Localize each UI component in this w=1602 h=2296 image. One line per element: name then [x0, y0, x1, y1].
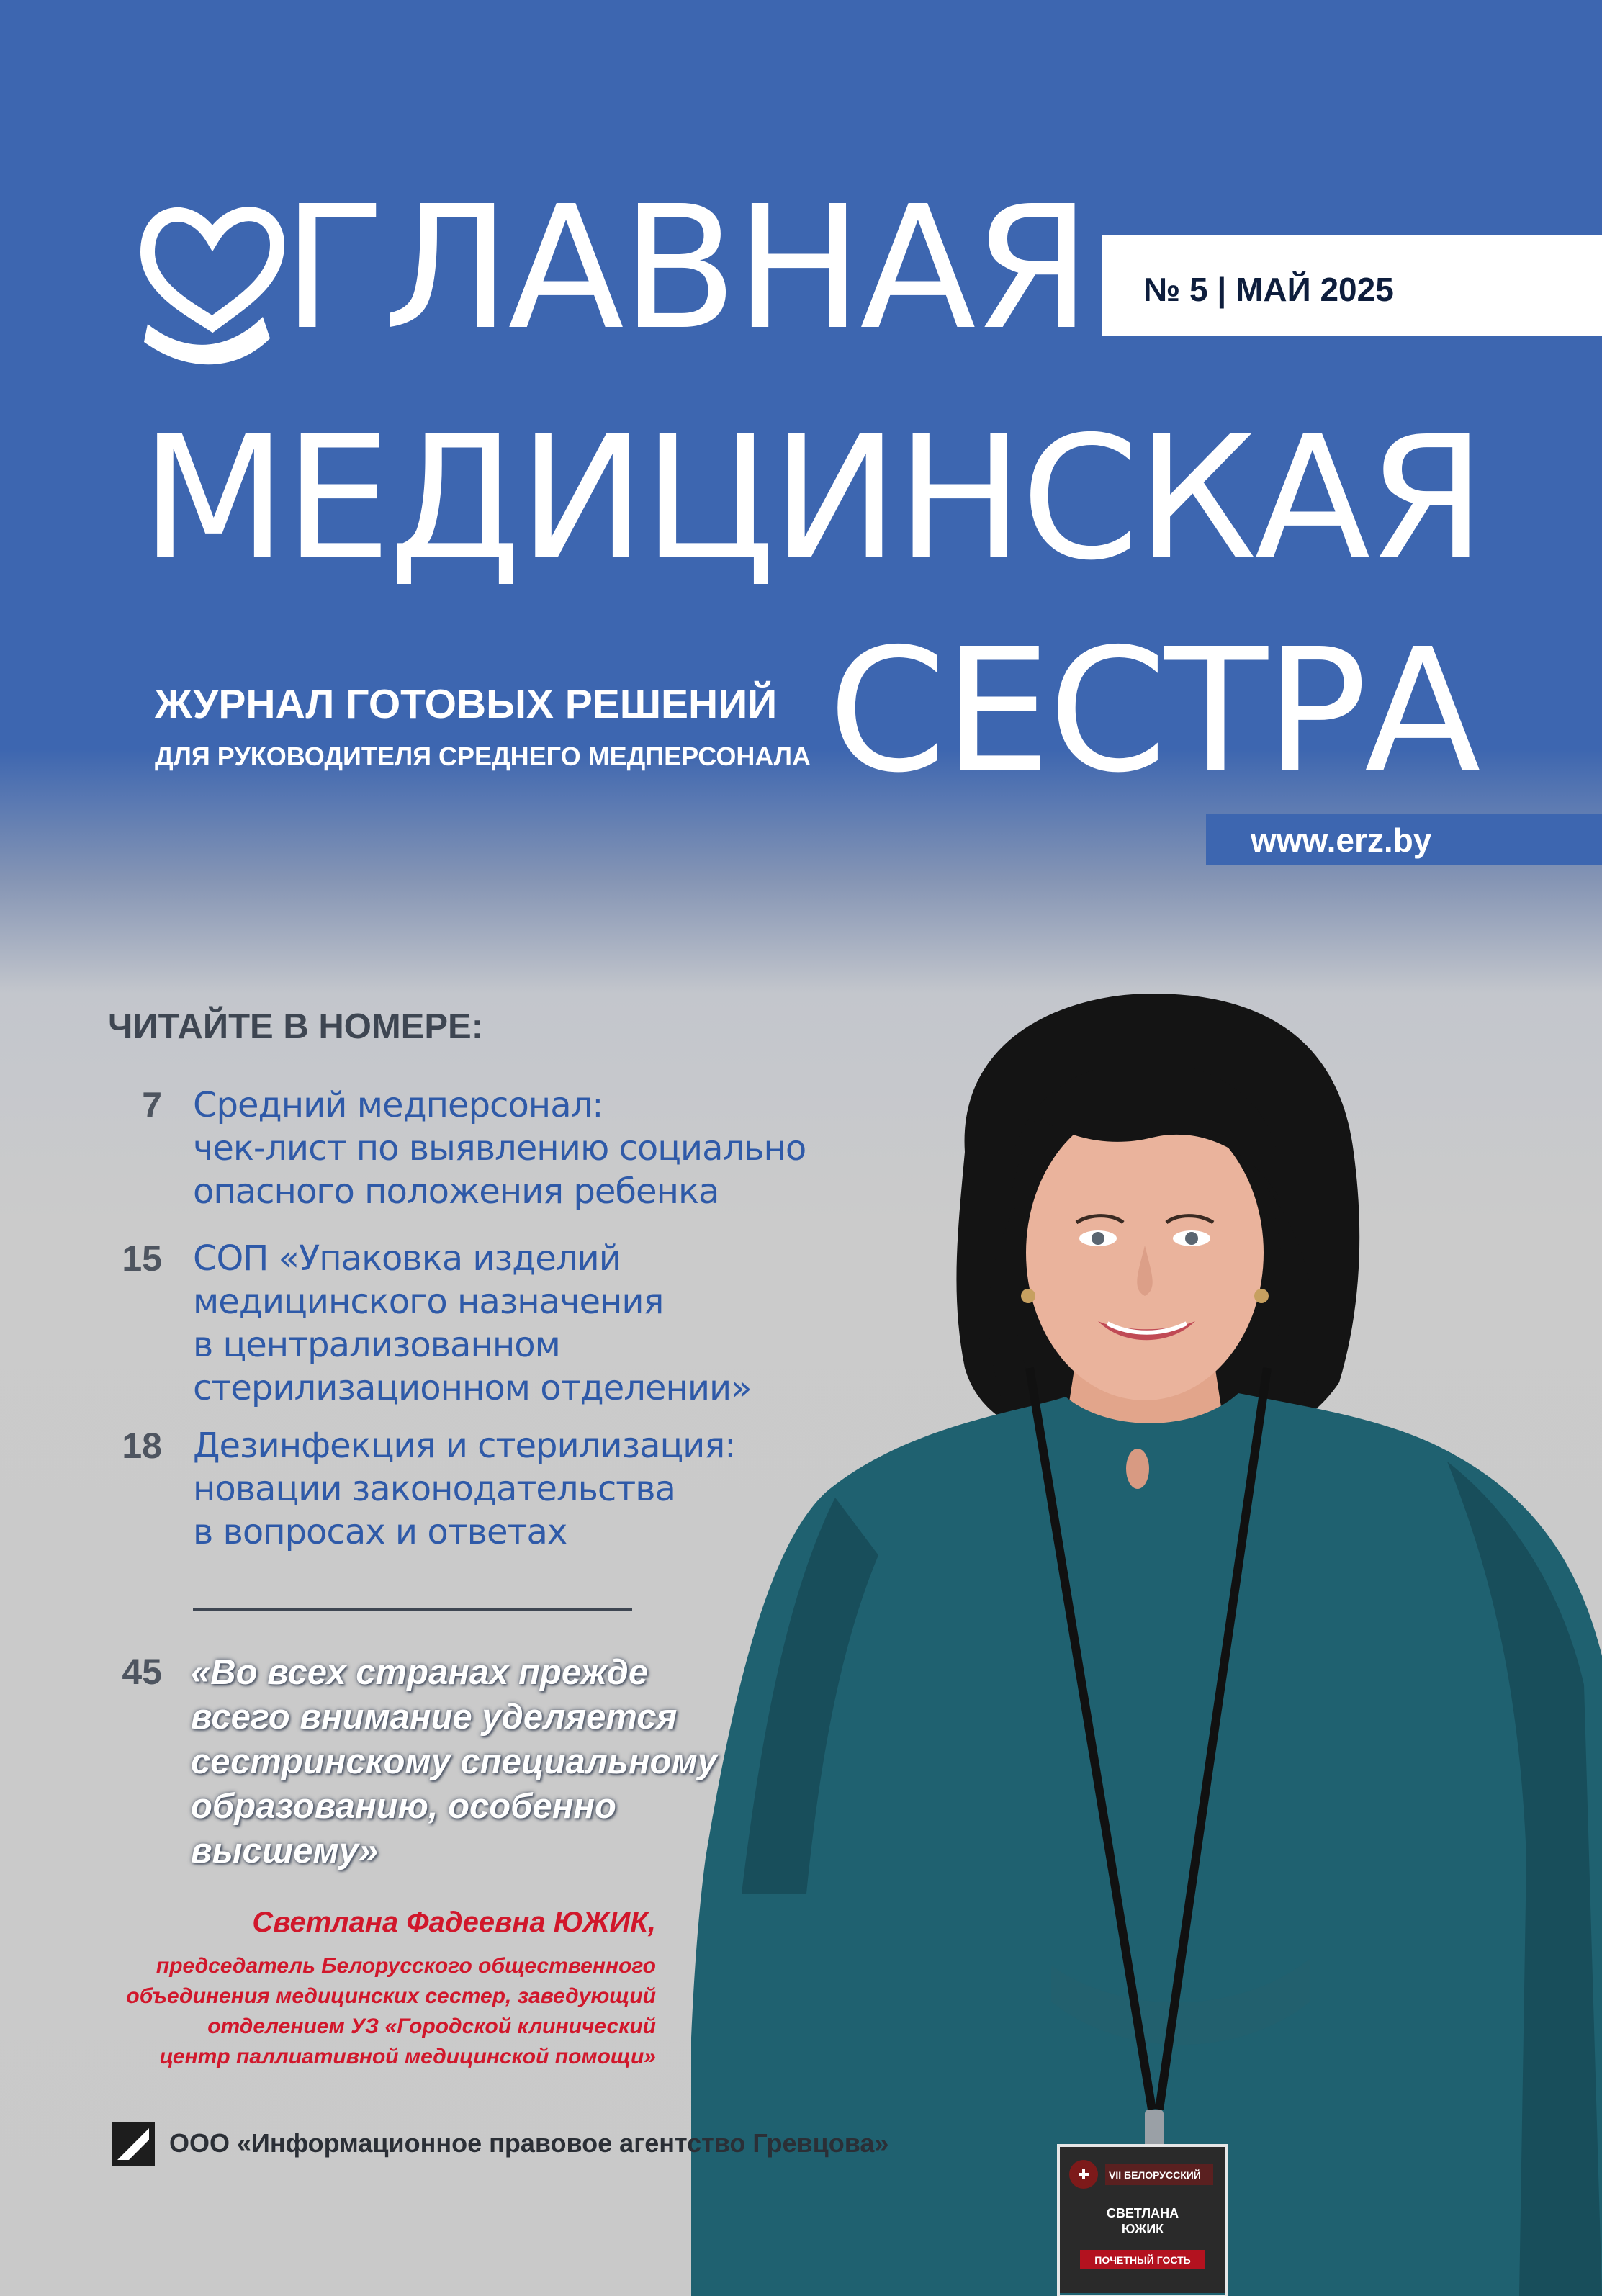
subtitle-small: ДЛЯ РУКОВОДИТЕЛЯ СРЕДНЕГО МЕДПЕРСОНАЛА — [155, 742, 811, 771]
website-link[interactable]: www.erz.by — [1251, 821, 1432, 859]
publisher-logo-icon — [112, 2122, 155, 2166]
contents-title: Средний медперсонал: чек-лист по выявлению социально опасного положения ребенка — [193, 1085, 806, 1212]
person-name: Светлана Фадеевна ЮЖИК, — [252, 1906, 656, 1938]
person-role: председатель Белорусского общественного объединения медицинских сестер, заведующий отделением УЗ «Городской клинический центр паллиативной медицинской помощи» — [126, 1954, 656, 2068]
contents-page-number: 18 — [122, 1426, 162, 1466]
contents-page-number: 7 — [142, 1085, 162, 1125]
contents-title: Дезинфекция и стерилизация: новации законодательства в вопросах и ответах — [193, 1426, 736, 1552]
title-line-2: МЕДИЦИНСКАЯ — [140, 400, 1483, 598]
url-box[interactable] — [1206, 814, 1602, 865]
feature-page-number: 45 — [122, 1652, 162, 1692]
badge-name-line1: СВЕТЛАНА — [1106, 2206, 1179, 2220]
badge-event-label: VII БЕЛОРУССКИЙ — [1109, 2169, 1201, 2181]
heart-hand-icon — [140, 194, 284, 374]
contents-page-number: 15 — [122, 1238, 162, 1279]
name-badge — [1058, 2146, 1227, 2296]
issue-box — [1102, 235, 1602, 336]
title-line-1: ГЛАВНАЯ — [282, 169, 1089, 367]
title-line-3: СЕСТРА — [828, 612, 1478, 810]
subtitle: ЖУРНАЛ ГОТОВЫХ РЕШЕНИЙ — [155, 681, 778, 727]
feature-quote: «Во всех странах прежде всего внимание уделяется сестринскому специальному образованию, особенно высшему» — [191, 1653, 717, 1870]
contents-title: СОП «Упаковка изделий медицинского назначения в централизованном стерилизационном отделении» — [193, 1238, 752, 1408]
issue-number: № 5 | МАЙ 2025 — [1143, 271, 1394, 308]
badge-role: ПОЧЕТНЫЙ ГОСТЬ — [1094, 2254, 1191, 2266]
badge-name-line2: ЮЖИК — [1121, 2222, 1164, 2236]
publisher-name: ООО «Информационное правовое агентство Гревцова» — [169, 2128, 889, 2158]
contents-heading: ЧИТАЙТЕ В НОМЕРЕ: — [108, 1007, 484, 1046]
divider — [193, 1608, 632, 1611]
